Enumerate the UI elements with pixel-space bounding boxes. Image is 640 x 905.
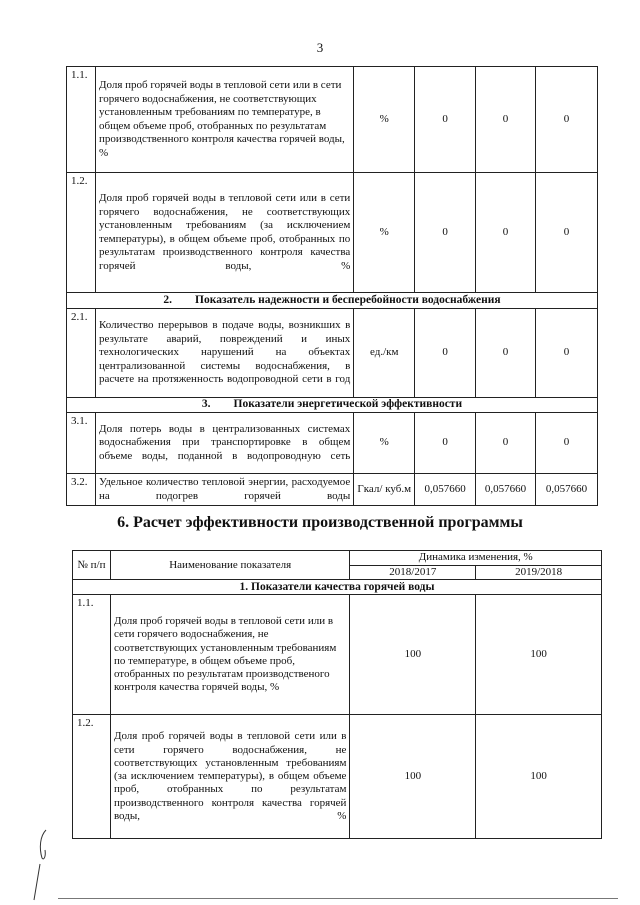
value-cell: 0,057660 (415, 474, 476, 506)
indicator-name: Доля проб горячей воды в тепловой сети или в сети горячего водоснабжения, не соответствующих установленным требованиям по температуре, в общем объеме проб, отобранных по результатам производственого контроля качества горячей воды, % (110, 595, 350, 715)
value-cell: 100 (476, 715, 602, 839)
handwritten-stroke-icon (30, 862, 44, 902)
value-cell: 0,057660 (536, 474, 598, 506)
table-row (67, 67, 598, 173)
row-number: 1.1. (73, 595, 111, 715)
header-row (73, 551, 602, 566)
value-cell: 0 (476, 173, 536, 293)
unit-cell: ед./км (354, 309, 415, 398)
value-cell: 0 (536, 413, 598, 474)
unit-cell: % (354, 67, 415, 173)
col-header-dynamics: Динамика изменения, % (350, 551, 602, 566)
indicator-name: Доля проб горячей воды в тепловой сети или в сети горячего водоснабжения, не соответствующих установленным требованиям (за исключением температуры), в общем объеме проб, отобранных по результатам производственного контроля качества горячей воды, % (110, 715, 350, 839)
unit-cell: % (354, 173, 415, 293)
value-cell: 0 (415, 309, 476, 398)
table-row (73, 715, 602, 839)
table-row (67, 474, 598, 506)
section-row (67, 398, 598, 413)
table-row (67, 173, 598, 293)
col-header-year: 2019/2018 (476, 566, 602, 580)
value-cell: 100 (476, 595, 602, 715)
table-row (67, 309, 598, 398)
section-heading: 3. Показатели энергетической эффективности (67, 398, 598, 413)
value-cell: 0 (415, 413, 476, 474)
value-cell: 0 (415, 173, 476, 293)
handwritten-mark-icon (36, 828, 52, 862)
value-cell: 0 (536, 309, 598, 398)
section-heading: 2. Показатель надежности и бесперебойности водоснабжения (67, 293, 598, 309)
value-cell: 100 (350, 595, 476, 715)
value-cell: 0 (415, 67, 476, 173)
value-cell: 0,057660 (476, 474, 536, 506)
row-number: 1.1. (67, 67, 96, 173)
section-row (73, 580, 602, 595)
unit-cell: % (354, 413, 415, 474)
row-number: 3.1. (67, 413, 96, 474)
table-row (67, 413, 598, 474)
col-header-year: 2018/2017 (350, 566, 476, 580)
unit-cell: Гкал/ куб.м (354, 474, 415, 506)
value-cell: 0 (476, 309, 536, 398)
row-number: 1.2. (67, 173, 96, 293)
page-bottom-rule (58, 898, 618, 899)
indicator-name: Количество перерывов в подаче воды, возникших в результате аварий, повреждений и иных технологических нарушений на объектах централизованной системы водоснабжения, в расчете на протяженность водопроводной сети в год (95, 309, 353, 398)
row-number: 2.1. (67, 309, 96, 398)
section-row (67, 293, 598, 309)
value-cell: 0 (536, 173, 598, 293)
efficiency-table (72, 550, 602, 839)
row-number: 1.2. (73, 715, 111, 839)
indicators-table (66, 66, 598, 506)
row-number: 3.2. (67, 474, 96, 506)
indicator-name: Доля потерь воды в централизованных системах водоснабжения при транспортировке в общем объеме воды, поданной в водопроводную сеть (95, 413, 353, 474)
value-cell: 0 (476, 67, 536, 173)
section-title: 6. Расчет эффективности производственной программы (117, 514, 523, 531)
indicator-name: Доля проб горячей воды в тепловой сети или в сети горячего водоснабжения, не соответствующих установленным требованиям по температуре, в общем объеме проб, отобранных по результатам производственного контроля качества горячей воды, % (95, 67, 353, 173)
value-cell: 0 (536, 67, 598, 173)
indicator-name: Удельное количество тепловой энергии, расходуемое на подогрев горячей воды (95, 474, 353, 506)
col-header-name: Наименование показателя (110, 551, 350, 580)
page-number: 3 (316, 40, 324, 55)
value-cell: 0 (476, 413, 536, 474)
section-heading: 1. Показатели качества горячей воды (73, 580, 602, 595)
indicator-name: Доля проб горячей воды в тепловой сети или в сети горячего водоснабжения, не соответствующих установленным требованиям (за исключением температуры), в общем объеме проб, отобранных по результатам производственного контроля качества горячей воды, % (95, 173, 353, 293)
col-header-num: № п/п (73, 551, 111, 580)
table-row (73, 595, 602, 715)
value-cell: 100 (350, 715, 476, 839)
